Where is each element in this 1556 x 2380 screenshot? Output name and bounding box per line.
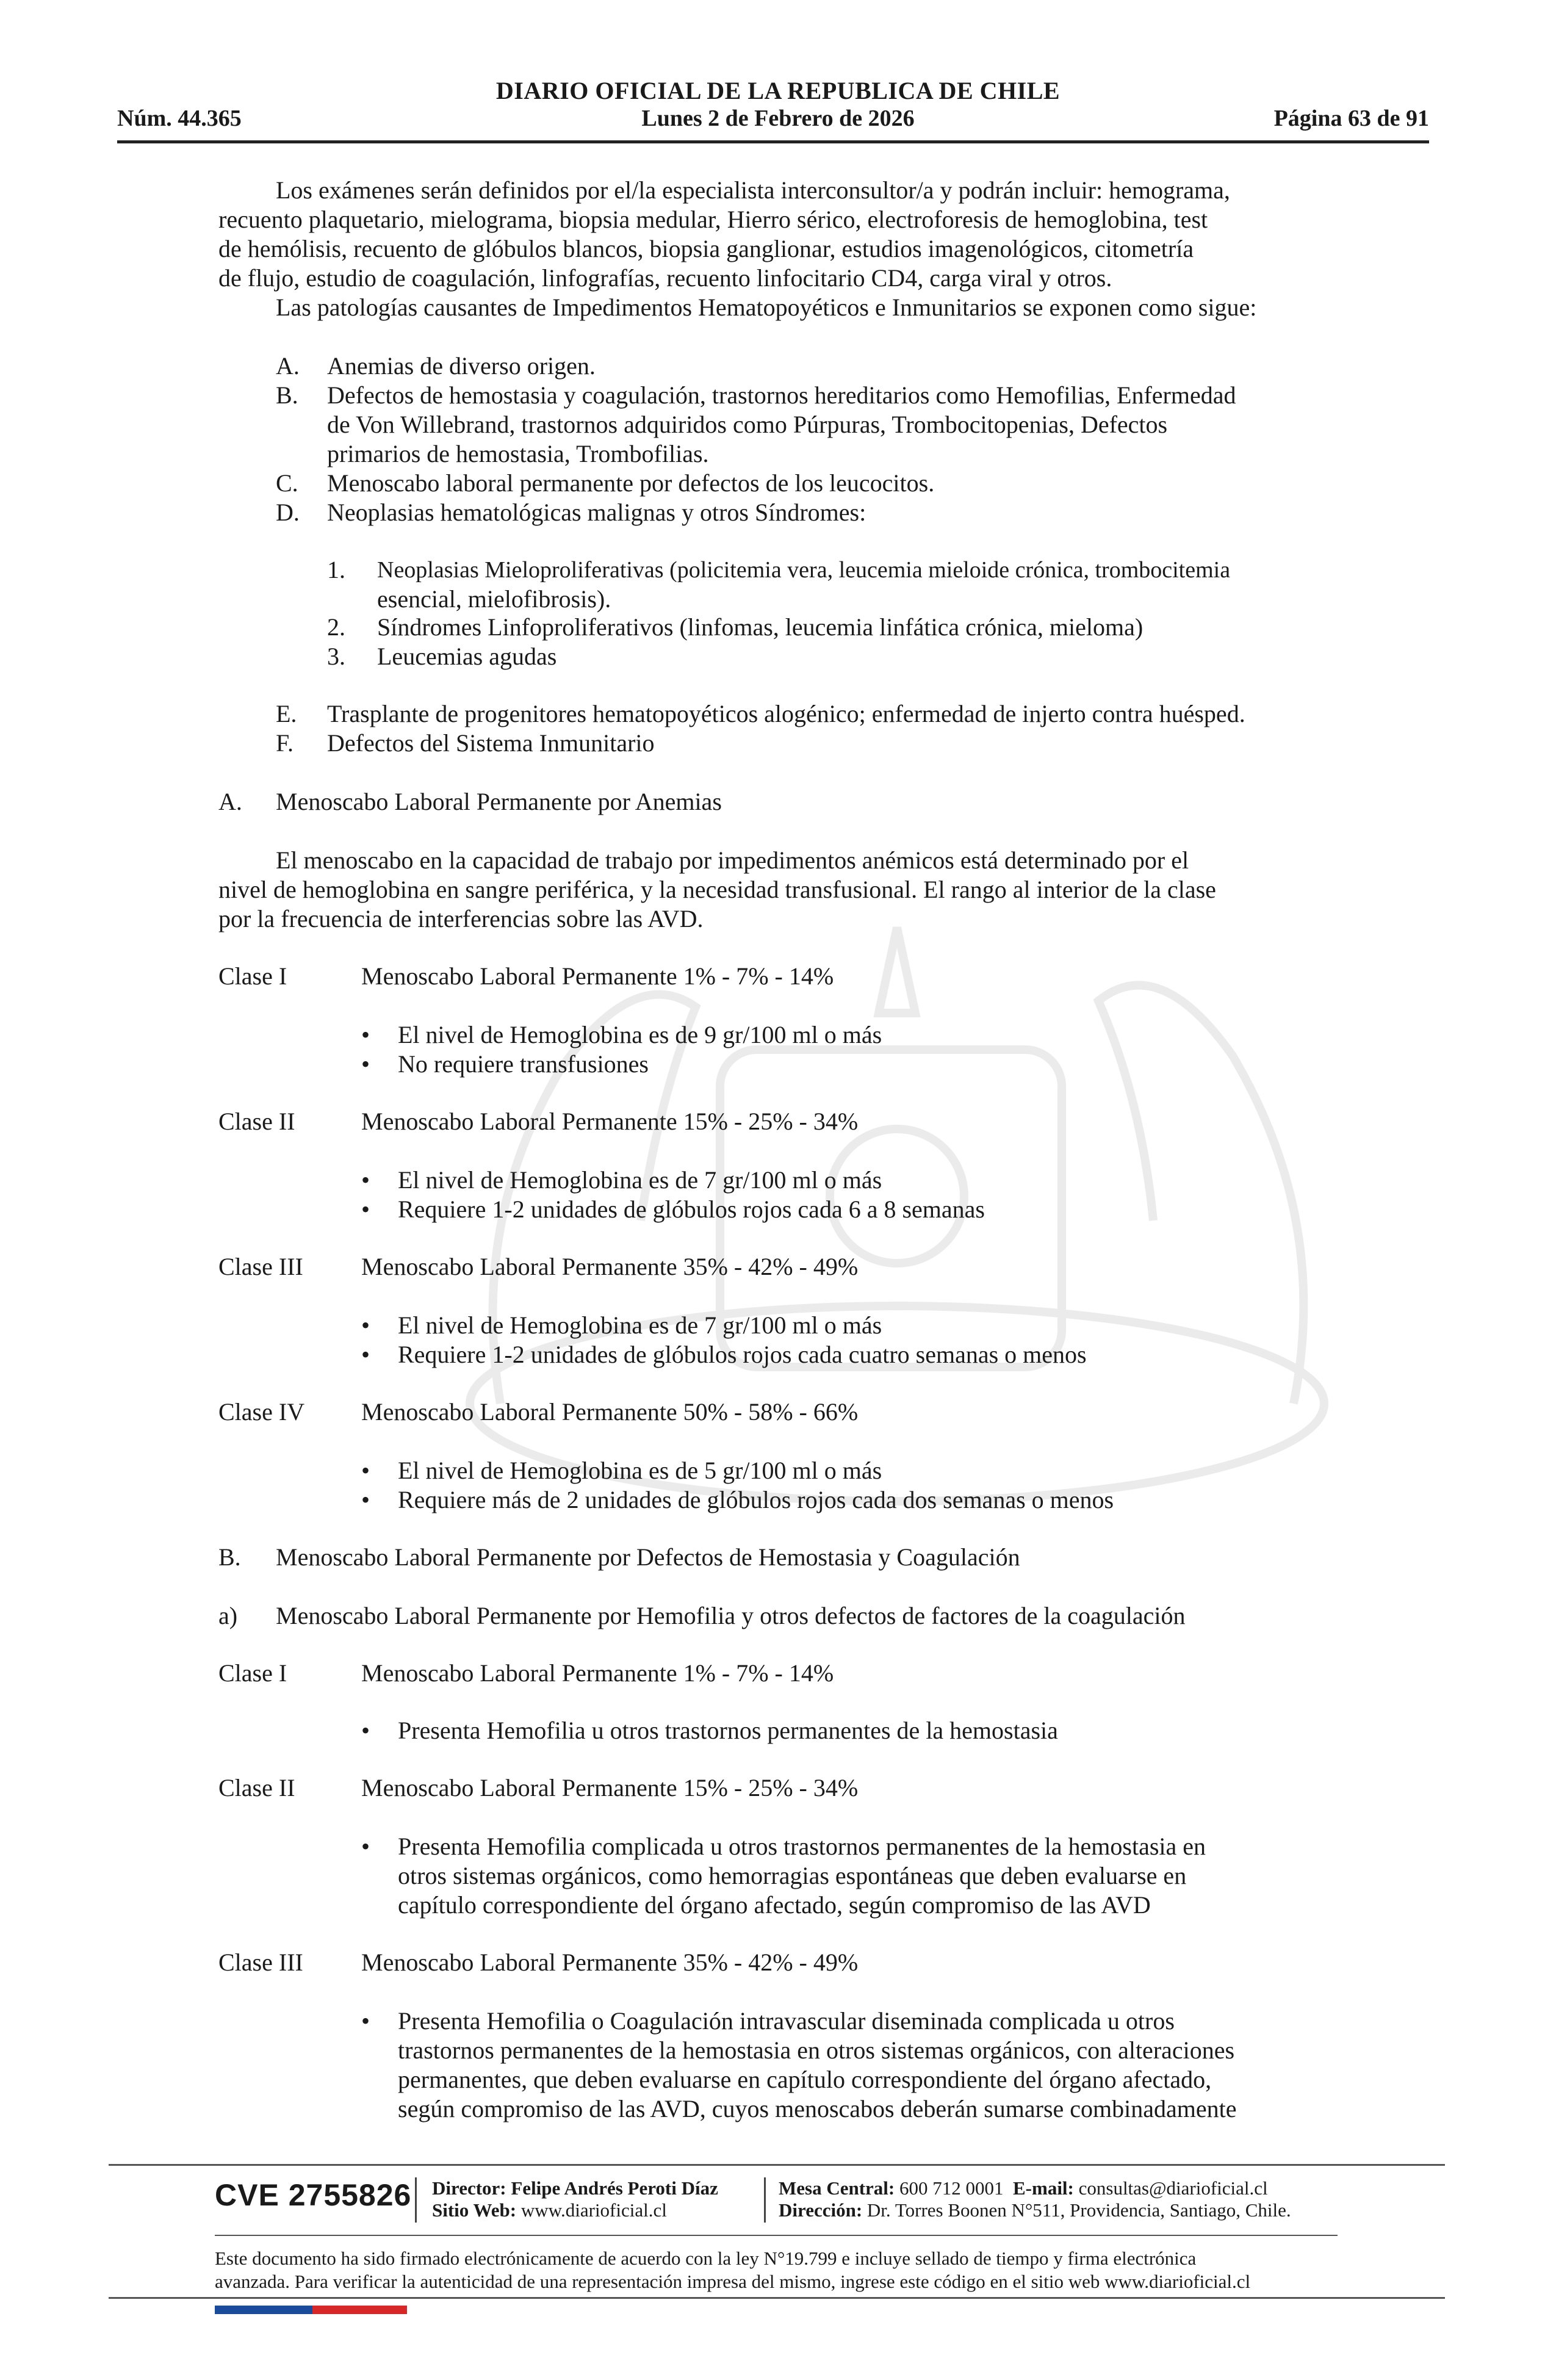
class-label: Clase IV [218,1398,305,1426]
list-item: de Von Willebrand, trastornos adquiridos como Púrpuras, Trombocitopenias, Defectos [327,411,1168,438]
bullet-icon: • [361,1166,370,1194]
director-label: Director: [432,2177,506,2199]
section-text: nivel de hemoglobina en sangre periférica, y la necesidad transfusional. El rango al interior de la clase [218,876,1216,903]
section-title: Menoscabo Laboral Permanente por Anemias [276,788,722,815]
patologias-intro: Las patologías causantes de Impedimentos Hematopoyéticos e Inmunitarios se exponen como sigue: [276,294,1257,321]
bullet-text: según compromiso de las AVD, cuyos menoscabos deberán sumarse combinadamente [398,2095,1237,2122]
bullet-icon: • [361,1195,370,1223]
bullet-text: capítulo correspondiente del órgano afectado, según compromiso de las AVD [398,1891,1151,1919]
class-range: Menoscabo Laboral Permanente 35% - 42% - 49% [361,1949,859,1976]
class-range: Menoscabo Laboral Permanente 50% - 58% - 66% [361,1398,859,1426]
list-number: 1. [327,556,345,583]
section-letter: B. [218,1543,241,1571]
subsection-title: Menoscabo Laboral Permanente por Hemofilia y otros defectos de factores de la coagulación [276,1602,1186,1629]
list-item: primarios de hemostasia, Trombofilias. [327,440,709,467]
subsection-letter: a) [218,1602,238,1629]
header-divider [117,140,1429,143]
intro-line: recuento plaquetario, mielograma, biopsia medular, Hierro sérico, electroforesis de hemoglobina, test [218,206,1208,233]
list-item: Defectos del Sistema Inmunitario [327,729,655,757]
bullet-icon: • [361,1021,370,1048]
bullet-text: El nivel de Hemoglobina es de 5 gr/100 ml o más [398,1457,882,1484]
email-link[interactable]: consultas@diarioficial.cl [1078,2177,1268,2199]
list-letter: B. [276,381,298,409]
website-label: Sitio Web: [432,2199,517,2221]
address-label: Dirección: [779,2199,863,2221]
class-label: Clase II [218,1108,295,1135]
bullet-text: El nivel de Hemoglobina es de 7 gr/100 ml o más [398,1166,882,1194]
intro-line: Los exámenes serán definidos por el/la especialista interconsultor/a y podrán incluir: hemograma, [276,176,1230,204]
footer-divider [109,2297,1445,2299]
section-text: El menoscabo en la capacidad de trabajo por impedimentos anémicos está determinado por el [276,846,1189,874]
cve-code: CVE 2755826 [215,2178,412,2212]
intro-line: de hemólisis, recuento de glóbulos blancos, biopsia ganglionar, estudios imagenológicos, citometría [218,235,1194,262]
list-number: 2. [327,613,345,641]
list-letter: E. [276,700,297,727]
flag-stripe-blue [215,2306,312,2314]
mesa-label: Mesa Central: [779,2177,895,2199]
bullet-icon: • [361,1341,370,1368]
bullet-text: El nivel de Hemoglobina es de 7 gr/100 ml o más [398,1311,882,1339]
contact-line [779,2177,1268,2199]
bullet-text: Presenta Hemofilia complicada u otros trastornos permanentes de la hemostasia en [398,1833,1206,1860]
list-item: Trasplante de progenitores hematopoyéticos alogénico; enfermedad de injerto contra huésped. [327,700,1245,727]
bullet-icon: • [361,1486,370,1513]
bullet-text: trastornos permanentes de la hemostasia en otros sistemas orgánicos, con alteraciones [398,2036,1235,2064]
section-title: Menoscabo Laboral Permanente por Defectos de Hemostasia y Coagulación [276,1543,1020,1571]
list-letter: F. [276,729,294,757]
bullet-text: No requiere transfusiones [398,1050,649,1078]
bullet-icon: • [361,1833,370,1860]
bullet-icon: • [361,1717,370,1744]
bullet-text: Presenta Hemofilia o Coagulación intravascular diseminada complicada u otros [398,2007,1175,2035]
footer-separator [415,2177,417,2223]
bullet-text: Requiere más de 2 unidades de glóbulos rojos cada dos semanas o menos [398,1486,1114,1513]
bullet-text: permanentes, que deben evaluarse en capítulo correspondiente del órgano afectado, [398,2066,1212,2093]
legal-line: avanzada. Para verificar la autenticidad de una representación impresa del mismo, ingrese este código en el sitio web www.diarioficial.cl [215,2271,1251,2292]
mesa-phone: 600 712 0001 [899,2177,1004,2199]
list-item: Leucemias agudas [377,643,557,670]
address-line [779,2199,1291,2221]
class-label: Clase II [218,1774,295,1801]
class-label: Clase III [218,1949,303,1976]
bullet-icon: • [361,1050,370,1078]
bullet-icon: • [361,1311,370,1339]
website-link[interactable]: www.diarioficial.cl [520,2199,667,2221]
bullet-text: El nivel de Hemoglobina es de 9 gr/100 ml o más [398,1021,882,1048]
class-range: Menoscabo Laboral Permanente 1% - 7% - 14% [361,962,834,990]
bullet-text: Presenta Hemofilia u otros trastornos permanentes de la hemostasia [398,1717,1058,1744]
issue-date: Lunes 2 de Febrero de 2026 [641,106,915,131]
intro-line: de flujo, estudio de coagulación, linfografías, recuento linfocitario CD4, carga viral y otros. [218,264,1112,292]
flag-stripe-red [312,2306,407,2314]
issue-number: Núm. 44.365 [117,106,242,131]
director-name: Felipe Andrés Peroti Díaz [511,2177,718,2199]
class-label: Clase III [218,1253,303,1280]
director-line [432,2177,718,2199]
section-letter: A. [218,788,242,815]
section-text: por la frecuencia de interferencias sobre las AVD. [218,905,704,932]
class-range: Menoscabo Laboral Permanente 15% - 25% - 34% [361,1774,859,1801]
list-item: Defectos de hemostasia y coagulación, trastornos hereditarios como Hemofilias, Enfermedad [327,381,1236,409]
class-label: Clase I [218,1659,287,1687]
list-letter: D. [276,499,300,526]
bullet-icon: • [361,1457,370,1484]
class-range: Menoscabo Laboral Permanente 35% - 42% - 49% [361,1253,859,1280]
list-item: Neoplasias hematológicas malignas y otros Síndromes: [327,499,866,526]
class-range: Menoscabo Laboral Permanente 15% - 25% - 34% [361,1108,859,1135]
list-letter: A. [276,352,300,380]
list-number: 3. [327,643,345,670]
footer-divider [215,2235,1338,2236]
footer-divider [109,2164,1445,2166]
list-item: Menoscabo laboral permanente por defectos de los leucocitos. [327,469,935,497]
bullet-text: Requiere 1-2 unidades de glóbulos rojos cada cuatro semanas o menos [398,1341,1087,1368]
list-item: Neoplasias Mieloproliferativas (policitemia vera, leucemia mieloide crónica, trombocitemia [377,557,1231,583]
list-letter: C. [276,469,298,497]
intro-paragraph [218,176,1342,205]
bullet-text: Requiere 1-2 unidades de glóbulos rojos cada 6 a 8 semanas [398,1195,985,1223]
address-value: Dr. Torres Boonen N°511, Providencia, Santiago, Chile. [866,2199,1291,2221]
bullet-icon: • [361,2007,370,2035]
list-item: Síndromes Linfoproliferativos (linfomas, leucemia linfática crónica, mieloma) [377,613,1144,641]
class-label: Clase I [218,962,287,990]
gazette-title: DIARIO OFICIAL DE LA REPUBLICA DE CHILE [495,77,1061,104]
email-label: E-mail: [1013,2177,1074,2199]
website-line [432,2199,667,2221]
footer-separator [764,2177,766,2223]
legal-notice [215,2247,1344,2293]
legal-line: Este documento ha sido firmado electrónicamente de acuerdo con la ley N°19.799 e incluye sellado de tiempo y firma electrónica [215,2248,1197,2269]
list-item: Anemias de diverso origen. [327,352,596,380]
page-number: Página 63 de 91 [1273,106,1429,131]
bullet-text: otros sistemas orgánicos, como hemorragias espontáneas que deben evaluarse en [398,1862,1187,1889]
class-range: Menoscabo Laboral Permanente 1% - 7% - 14% [361,1659,834,1687]
list-item: esencial, mielofibrosis). [377,585,611,613]
